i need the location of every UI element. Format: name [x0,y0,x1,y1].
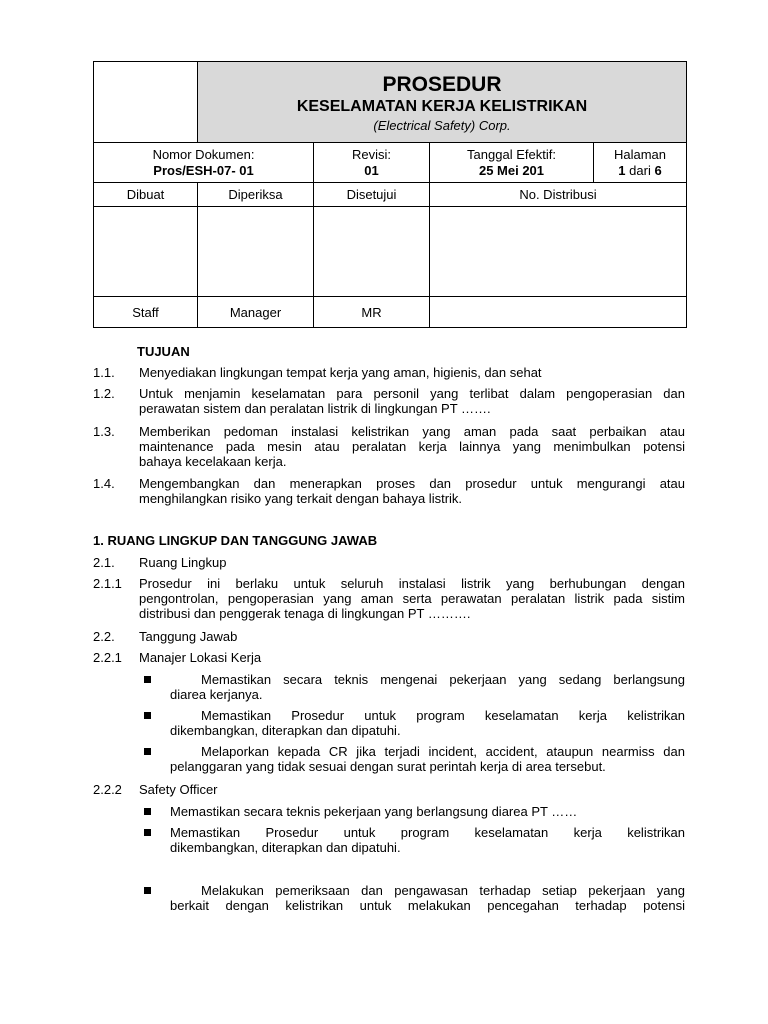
tujuan-1-num: 1.1. [93,365,115,380]
bullet-icon [144,748,151,755]
tujuan-2-line-2: perawatan sistem dan peralatan listrik di lingkungan PT ……. [139,401,491,416]
tujuan-3-line-3: bahaya kecelakaan kerja. [139,454,287,469]
distribution-area [430,207,687,297]
section-1-heading: 1. RUANG LINGKUP DAN TANGGUNG JAWAB [93,533,378,548]
effective-date-label: Tanggal Efektif: [467,146,556,162]
s221-b3-line-1: Melaporkan kepada CR jika terjadi incident, accident, ataupun nearmiss dan [201,744,685,759]
signature-made [94,207,198,297]
s221-b2-line-2: dikembangkan, diterapkan dan dipatuhi. [170,723,401,738]
effective-date-cell [430,143,594,183]
page-cell [594,143,687,183]
doc-number-value: Pros/ESH-07- 01 [153,162,254,178]
tujuan-4-line-1: Mengembangkan dan menerapkan proses dan prosedur untuk mengurangi atau [139,476,685,491]
s22-title: Tanggung Jawab [139,629,238,644]
s22-num: 2.2. [93,629,115,644]
s21-title: Ruang Lingkup [139,555,227,570]
s222-b2-line-1: Memastikan Prosedur untuk program keselamatan kerja kelistrikan [170,825,685,840]
role-mr: MR [314,297,430,328]
tujuan-3-line-1: Memberikan pedoman instalasi kelistrikan yang aman pada saat perbaikan atau [139,424,685,439]
tujuan-2-num: 1.2. [93,386,115,401]
revision-cell [314,143,430,183]
s222-b3-line-2: berkait dengan kelistrikan untuk melakukan pencegahan terhadap potensi [170,898,685,913]
tujuan-1-line-1: Menyediakan lingkungan tempat kerja yang aman, higienis, dan sehat [139,365,542,380]
document-header-table [93,61,687,328]
page-indicator [594,163,686,179]
s211-line-2: pengontrolan, pengoperasian yang aman serta perawatan peralatan listrik pada sistim [139,591,685,606]
tujuan-3-num: 1.3. [93,424,115,439]
s221-title: Manajer Lokasi Kerja [139,650,262,665]
made-by-label: Dibuat [94,183,198,207]
doc-number-cell [94,143,314,183]
revision-value: 01 [364,162,379,178]
s221-b1-line-2: diarea kerjanya. [170,687,263,702]
s222-b3-line-1: Melakukan pemeriksaan dan pengawasan terhadap setiap pekerjaan yang [201,883,685,898]
s211-num: 2.1.1 [93,576,122,591]
signature-checked [198,207,314,297]
s221-b3-line-2: pelanggaran yang tidak sesuai dengan surat perintah kerja di area tersebut. [170,759,606,774]
tujuan-heading: TUJUAN [137,344,190,359]
effective-date-value: 25 Mei 201 [478,162,545,178]
tujuan-2-line-1: Untuk menjamin keselamatan para personil yang terlibat dalam pengoperasian dan [139,386,685,401]
doc-number-label: Nomor Dokumen: [152,146,255,162]
s221-b2-line-1: Memastikan Prosedur untuk program keselamatan kerja kelistrikan [201,708,685,723]
s21-num: 2.1. [93,555,115,570]
s211-line-1: Prosedur ini berlaku untuk seluruh instalasi listrik yang berhubungan dengan [139,576,685,591]
logo-cell [94,62,198,143]
tujuan-4-line-2: menghilangkan risiko yang terkait dengan bahaya listrik. [139,491,463,506]
tujuan-3-line-2: maintenance pada mesin atau peralatan kerja lainnya yang menimbulkan potensi [139,439,685,454]
s221-b1-line-1: Memastikan secara teknis mengenai pekerjaan yang sedang berlangsung [201,672,685,687]
s222-b2-line-2: dikembangkan, diterapkan dan dipatuhi. [170,840,401,855]
bullet-icon [144,829,151,836]
document-subtitle-en: (Electrical Safety) Corp. [373,117,511,133]
document-subtitle: KESELAMATAN KERJA KELISTRIKAN [296,97,588,115]
page-total: 6 [654,162,662,178]
s211-line-3: distribusi dan penggerak tenaga di lingkungan PT ………. [139,606,471,621]
s222-title: Safety Officer [139,782,218,797]
checked-by-label: Diperiksa [198,183,314,207]
bullet-icon [144,808,151,815]
title-cell [198,62,687,143]
bullet-icon [144,676,151,683]
role-empty [430,297,687,328]
approved-by-label: Disetujui [314,183,430,207]
role-manager: Manager [198,297,314,328]
s222-b1-line-1: Memastikan secara teknis pekerjaan yang berlangsung diarea PT …… [170,804,578,819]
distribution-label: No. Distribusi [430,183,687,207]
revision-label: Revisi: [351,146,391,162]
tujuan-4-num: 1.4. [93,476,115,491]
bullet-icon [144,712,151,719]
document-title: PROSEDUR [382,72,502,96]
page-label: Halaman [613,146,667,162]
page-of: dari [629,162,651,178]
page-current: 1 [618,162,626,178]
s222-num: 2.2.2 [93,782,122,797]
role-staff: Staff [94,297,198,328]
s221-num: 2.2.1 [93,650,122,665]
bullet-icon [144,887,151,894]
signature-approved [314,207,430,297]
